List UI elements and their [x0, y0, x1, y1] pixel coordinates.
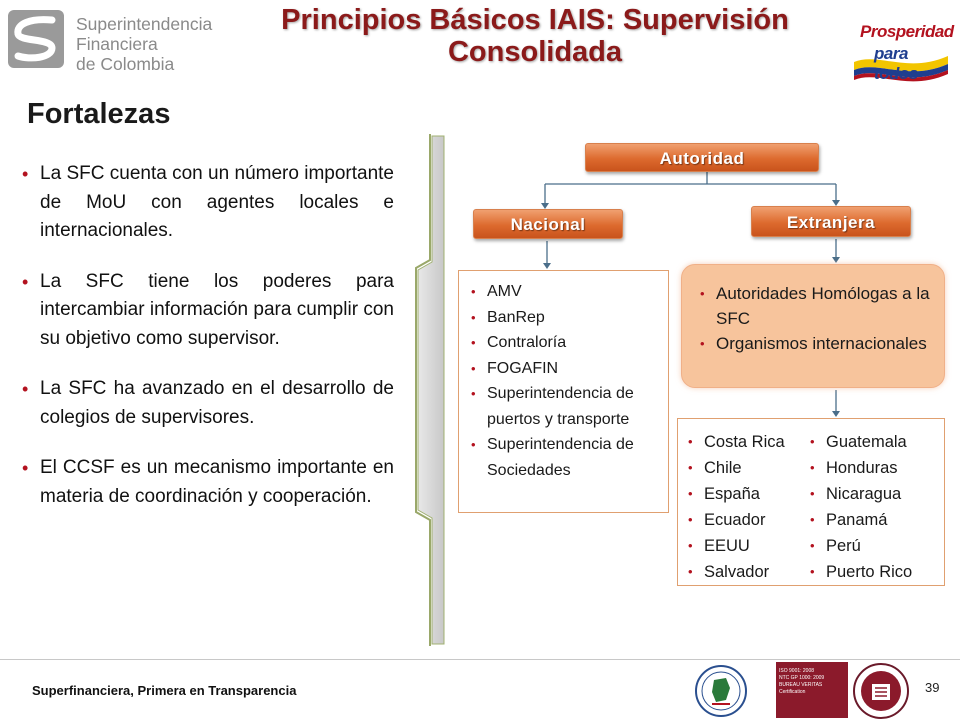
bullet-icon: • — [22, 271, 29, 292]
logo-line: Financiera — [76, 34, 158, 54]
list-item — [810, 481, 912, 507]
item-text: Superintendencia de Sociedades — [487, 436, 634, 479]
extranjera-list — [700, 281, 934, 356]
list-item — [688, 429, 785, 455]
page-number: 39 — [925, 680, 940, 695]
list-item — [471, 279, 668, 305]
extranjera-box: Extranjera — [751, 206, 911, 237]
title-line-2: Consolidada — [447, 36, 622, 68]
bureau-veritas-seal-icon — [850, 662, 912, 720]
bullet-icon: • — [688, 434, 693, 449]
list-item — [700, 331, 934, 356]
bullet-icon: • — [471, 437, 476, 452]
item-text: AMV — [487, 283, 522, 300]
item-text: Guatemala — [826, 433, 907, 451]
bullet-text: La SFC tiene los poderes para intercambiar información para cumplir con su objetivo como supervisor. — [40, 270, 394, 349]
cert-line: BUREAU VERITAS — [779, 682, 823, 688]
list-item — [810, 559, 912, 585]
bullet-text: La SFC ha avanzado en el desarrollo de colegios de supervisores. — [40, 378, 394, 428]
prosperidad-line-2: para todos — [874, 44, 918, 83]
nacional-list — [471, 279, 668, 483]
list-item — [471, 432, 668, 483]
list-item — [810, 507, 912, 533]
bullet-text: La SFC cuenta con un número importante de MoU con agentes locales e internacionales. — [40, 163, 394, 241]
bullet-text: El CCSF es un mecanismo importante en materia de coordinación y cooperación. — [40, 457, 394, 507]
footer-slogan: Superfinanciera, Primera en Transparencia — [32, 683, 297, 698]
bullet-icon: • — [688, 564, 693, 579]
item-text: Costa Rica — [704, 433, 785, 451]
colombia-certification-seal-icon — [686, 664, 756, 718]
bullet-icon: • — [22, 458, 29, 478]
list-item — [22, 375, 394, 432]
bullet-icon: • — [471, 360, 476, 376]
footer-divider — [0, 659, 960, 660]
list-item — [688, 507, 785, 533]
list-item — [688, 533, 785, 559]
bullet-icon: • — [471, 386, 476, 401]
list-item — [700, 281, 934, 331]
iso-badge-box — [776, 662, 848, 718]
list-item — [688, 481, 785, 507]
bullet-icon: • — [810, 512, 815, 527]
slide-title — [255, 4, 815, 68]
title-line-1: Principios Básicos IAIS: Supervisión — [281, 4, 789, 36]
item-text: España — [704, 485, 760, 503]
logo-line: de Colombia — [76, 54, 175, 74]
bullet-icon: • — [471, 335, 476, 350]
sfc-logo — [8, 10, 253, 76]
sfc-logo-mark-icon — [8, 10, 64, 68]
item-text: Perú — [826, 537, 861, 555]
bullet-icon: • — [471, 309, 476, 325]
cert-line: NTC GP 1000: 2009 — [779, 675, 825, 681]
extranjera-panel — [681, 264, 945, 388]
iso-certification-badge — [776, 662, 848, 718]
list-item — [22, 454, 394, 511]
item-text: Salvador — [704, 563, 770, 581]
item-text: Contraloría — [487, 334, 567, 351]
bullet-icon: • — [688, 538, 693, 553]
item-text: EEUU — [704, 537, 750, 555]
paises-column-2 — [810, 429, 912, 585]
bullet-icon: • — [810, 460, 815, 475]
bullet-icon: • — [810, 434, 815, 449]
paises-panel — [677, 418, 945, 586]
list-item — [688, 559, 785, 585]
item-text: Panamá — [826, 511, 888, 529]
bullet-icon: • — [700, 336, 705, 351]
item-text: Autoridades Homólogas a la SFC — [716, 284, 930, 328]
bullet-icon: • — [810, 538, 815, 553]
list-item — [810, 429, 912, 455]
list-item — [810, 533, 912, 559]
item-text: BanRep — [487, 308, 545, 326]
nacional-box: Nacional — [473, 209, 623, 239]
strengths-list — [22, 160, 394, 533]
item-text: Chile — [704, 459, 742, 477]
item-text: Honduras — [826, 459, 898, 477]
section-heading: Fortalezas — [27, 98, 171, 130]
bullet-icon: • — [810, 486, 815, 501]
item-text: FOGAFIN — [487, 359, 559, 377]
item-text: Nicaragua — [826, 485, 902, 503]
item-text: Ecuador — [704, 511, 766, 529]
prosperidad-line-1: Prosperidad — [860, 22, 954, 41]
list-item — [22, 160, 394, 246]
cert-line: ISO 9001: 2008 — [779, 668, 815, 674]
paises-column-1 — [688, 429, 785, 585]
list-item — [810, 455, 912, 481]
list-item — [471, 381, 668, 432]
sfc-logo-text — [76, 14, 212, 74]
item-text: Organismos internacionales — [716, 334, 927, 353]
autoridad-box: Autoridad — [585, 143, 819, 172]
list-item — [471, 330, 668, 356]
bullet-icon: • — [22, 164, 29, 184]
prosperidad-logo — [848, 18, 954, 88]
item-text: Puerto Rico — [826, 563, 913, 581]
big-arrow-icon — [412, 134, 446, 646]
bullet-icon: • — [700, 286, 705, 301]
list-item — [688, 455, 785, 481]
logo-line: Superintendencia — [76, 14, 213, 34]
bullet-icon: • — [471, 284, 476, 299]
list-item — [22, 268, 394, 354]
bullet-icon: • — [22, 379, 29, 399]
nacional-panel — [458, 270, 669, 513]
bullet-icon: • — [688, 486, 693, 501]
list-item — [471, 305, 668, 331]
bullet-icon: • — [810, 564, 815, 579]
bullet-icon: • — [688, 460, 693, 475]
item-text: Superintendencia de puertos y transporte — [487, 385, 634, 428]
bullet-icon: • — [688, 512, 693, 527]
cert-line: Certification — [779, 689, 806, 695]
list-item — [471, 356, 668, 382]
